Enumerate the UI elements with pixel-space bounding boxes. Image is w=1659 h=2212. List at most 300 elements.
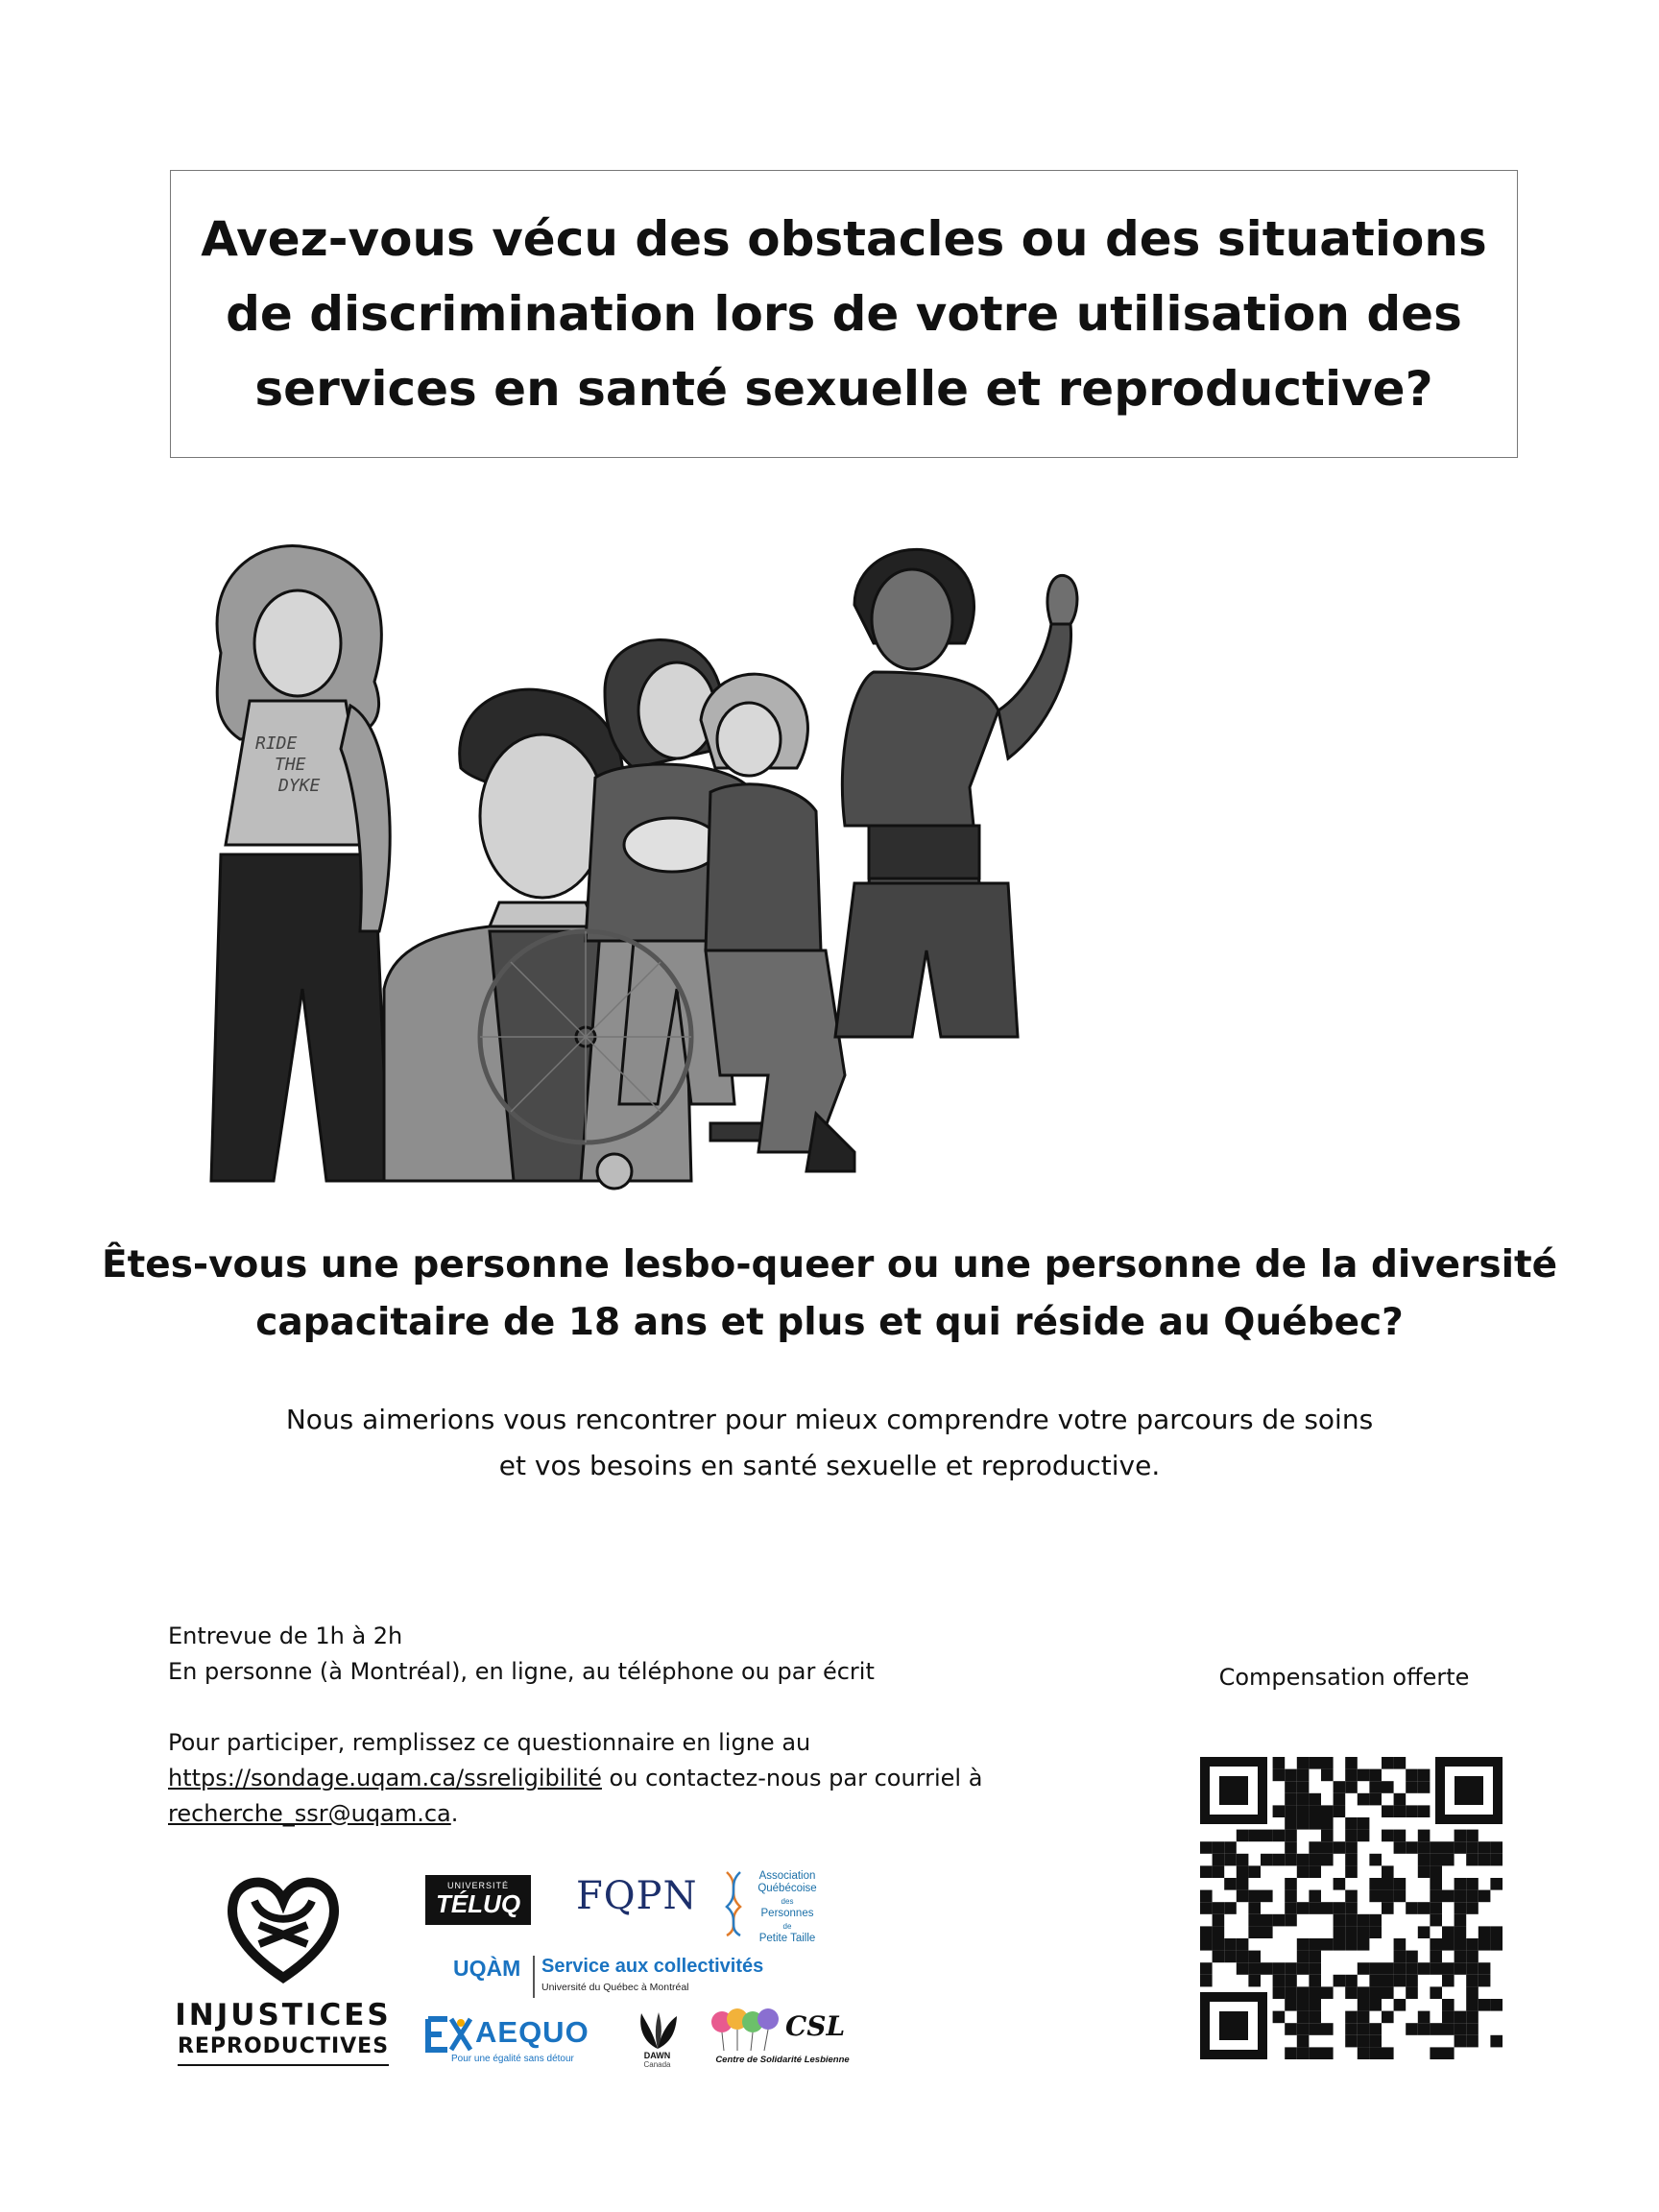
- qr-module: [1285, 2023, 1297, 2035]
- qr-module: [1490, 1938, 1503, 1951]
- qr-module: [1297, 1951, 1310, 1963]
- qr-module: [1248, 1914, 1261, 1927]
- aqppt-text: [744, 1870, 830, 1945]
- qr-module: [1345, 1926, 1358, 1938]
- qr-module: [1442, 2011, 1455, 2024]
- qr-module: [1466, 1986, 1479, 1999]
- qr-module: [1297, 1854, 1310, 1866]
- qr-module: [1479, 1890, 1491, 1903]
- qr-module: [1369, 1975, 1382, 1987]
- qr-module: [1394, 1999, 1407, 2011]
- qr-module: [1309, 2047, 1321, 2059]
- qr-module: [1382, 1865, 1394, 1878]
- qr-module: [1345, 1890, 1358, 1903]
- qr-module: [1479, 1854, 1491, 1866]
- qr-module: [1345, 1865, 1358, 1878]
- qr-module: [1285, 1805, 1297, 1817]
- qr-module: [1309, 1817, 1321, 1830]
- qr-module: [1455, 1878, 1467, 1890]
- qr-module: [1273, 2011, 1286, 2024]
- qr-module: [1418, 1962, 1431, 1975]
- qr-module: [1200, 1926, 1213, 1938]
- qr-module: [1213, 1951, 1225, 1963]
- qr-module: [1466, 1951, 1479, 1963]
- equo-logo: [422, 2013, 605, 2071]
- qr-module: [1321, 1805, 1334, 1817]
- qr-module: [1345, 1902, 1358, 1914]
- qr-module: [1297, 2011, 1310, 2024]
- qr-module: [1321, 1854, 1334, 1866]
- qr-module: [1382, 1962, 1394, 1975]
- qr-module: [1430, 1890, 1442, 1903]
- qr-module: [1430, 1938, 1442, 1951]
- equo-tagline: Pour une égalité sans détour: [451, 2054, 574, 2064]
- qr-module: [1369, 1854, 1382, 1866]
- qr-finder-top-left: [1200, 1757, 1267, 1824]
- qr-module: [1382, 1757, 1394, 1769]
- qr-module: [1334, 1902, 1346, 1914]
- qr-module: [1369, 2047, 1382, 2059]
- qr-module: [1406, 1951, 1418, 1963]
- qr-module: [1345, 2023, 1358, 2035]
- qr-module: [1466, 1975, 1479, 1987]
- qr-module: [1200, 1890, 1213, 1903]
- qr-module: [1369, 1999, 1382, 2011]
- qr-module: [1248, 1975, 1261, 1987]
- qr-module: [1261, 1962, 1273, 1975]
- qr-module: [1455, 1926, 1467, 1938]
- qr-module: [1345, 1975, 1358, 1987]
- qr-module: [1358, 1914, 1370, 1927]
- qr-module: [1213, 1938, 1225, 1951]
- qr-module: [1442, 1962, 1455, 1975]
- qr-module: [1297, 1769, 1310, 1782]
- qr-module: [1455, 1962, 1467, 1975]
- qr-module: [1334, 1878, 1346, 1890]
- qr-module: [1479, 1938, 1491, 1951]
- aqppt-line: Petite Taille: [758, 1933, 816, 1944]
- qr-module: [1382, 1890, 1394, 1903]
- injustices-word: INJUSTICES: [175, 1998, 392, 2032]
- qr-module: [1369, 1878, 1382, 1890]
- qr-module: [1369, 1890, 1382, 1903]
- qr-module: [1297, 1938, 1310, 1951]
- qr-module: [1455, 2035, 1467, 2048]
- reproductives-word: REPRODUCTIVES: [178, 2034, 389, 2066]
- qr-module: [1224, 1854, 1237, 1866]
- qr-module: [1406, 1975, 1418, 1987]
- qr-module: [1297, 1865, 1310, 1878]
- qr-module: [1418, 2023, 1431, 2035]
- qr-module: [1273, 1830, 1286, 1842]
- qr-module: [1442, 1854, 1455, 1866]
- qr-module: [1466, 1878, 1479, 1890]
- email-line: [168, 1796, 1176, 1832]
- qr-module: [1358, 1769, 1370, 1782]
- qr-module: [1418, 1769, 1431, 1782]
- qr-module: [1285, 1986, 1297, 1999]
- qr-module: [1213, 1926, 1225, 1938]
- qr-module: [1213, 1854, 1225, 1866]
- qr-module: [1382, 1830, 1394, 1842]
- teluq-universite: UNIVERSITÉ: [446, 1881, 509, 1890]
- qr-module: [1490, 2035, 1503, 2048]
- shirt-text-1: RIDE: [255, 733, 298, 754]
- qr-module: [1321, 2023, 1334, 2035]
- qr-module: [1213, 1841, 1225, 1854]
- uqam-service: Service aux collectivités: [541, 1956, 764, 1977]
- qr-module: [1273, 1854, 1286, 1866]
- qr-module: [1309, 2023, 1321, 2035]
- qr-module: [1273, 1975, 1286, 1987]
- csl-abbr: CSL: [785, 2010, 846, 2042]
- qr-module: [1466, 1854, 1479, 1866]
- qr-module: [1309, 1975, 1321, 1987]
- uqam-separator: [533, 1956, 535, 1998]
- qr-module: [1466, 2035, 1479, 2048]
- qr-module: [1418, 1902, 1431, 1914]
- qr-module: [1297, 2023, 1310, 2035]
- qr-module: [1297, 2035, 1310, 2048]
- qr-module: [1297, 1986, 1310, 1999]
- qr-module: [1273, 1914, 1286, 1927]
- qr-module: [1309, 1962, 1321, 1975]
- qr-module: [1248, 1962, 1261, 1975]
- qr-module: [1442, 1975, 1455, 1987]
- qr-module: [1285, 1854, 1297, 1866]
- qr-module: [1237, 1951, 1249, 1963]
- equo-word: AEQUO: [475, 2015, 589, 2049]
- qr-module: [1430, 1986, 1442, 1999]
- qr-module: [1358, 1986, 1370, 1999]
- qr-module: [1345, 1830, 1358, 1842]
- qr-module: [1345, 1914, 1358, 1927]
- qr-module: [1309, 1793, 1321, 1806]
- qr-module: [1200, 1962, 1213, 1975]
- qr-module: [1490, 1841, 1503, 1854]
- qr-module: [1466, 1830, 1479, 1842]
- qr-module: [1442, 1999, 1455, 2011]
- qr-module: [1297, 1962, 1310, 1975]
- dna-helix-icon: [723, 1870, 744, 1937]
- qr-module: [1200, 1975, 1213, 1987]
- qr-module: [1455, 2023, 1467, 2035]
- qr-module: [1406, 1769, 1418, 1782]
- qr-module: [1479, 1975, 1491, 1987]
- qr-module: [1297, 1902, 1310, 1914]
- qr-module: [1490, 1926, 1503, 1938]
- qr-module: [1261, 1830, 1273, 1842]
- qr-module: [1358, 2023, 1370, 2035]
- survey-line: [168, 1761, 1176, 1796]
- qr-module: [1358, 1793, 1370, 1806]
- qr-module: [1430, 2047, 1442, 2059]
- qr-module: [1394, 1962, 1407, 1975]
- qr-module: [1430, 1902, 1442, 1914]
- heart-knot-icon: [221, 1872, 346, 1987]
- qr-module: [1297, 1999, 1310, 2011]
- qr-module: [1309, 1890, 1321, 1903]
- qr-module: [1285, 2047, 1297, 2059]
- qr-module: [1442, 1938, 1455, 1951]
- qr-module: [1285, 1781, 1297, 1793]
- qr-module: [1455, 1902, 1467, 1914]
- qr-finder-bottom-left: [1200, 1992, 1267, 2059]
- qr-module: [1200, 1902, 1213, 1914]
- qr-module: [1406, 1902, 1418, 1914]
- participate-text: Pour participer, remplissez ce questionnaire en ligne au: [168, 1729, 811, 1756]
- injustices-reproductives-logo: [168, 1872, 398, 2074]
- qr-module: [1369, 1793, 1382, 1806]
- qr-module: [1248, 1890, 1261, 1903]
- qr-module: [1369, 2035, 1382, 2048]
- qr-module: [1309, 1841, 1321, 1854]
- qr-module: [1285, 1890, 1297, 1903]
- qr-module: [1285, 1902, 1297, 1914]
- aqppt-line: de: [782, 1922, 792, 1931]
- qr-module: [1442, 1890, 1455, 1903]
- qr-module: [1442, 2047, 1455, 2059]
- qr-module: [1418, 1830, 1431, 1842]
- qr-module: [1442, 1926, 1455, 1938]
- eligibility-question: Êtes-vous une personne lesbo-queer ou une personne de la diversité capacitaire de 18 ans et plus et qui réside au Québec?: [101, 1243, 1558, 1344]
- qr-module: [1369, 2023, 1382, 2035]
- qr-module: [1455, 2011, 1467, 2024]
- intro-line-1: Nous aimerions vous rencontrer pour mieux comprendre votre parcours de soins: [285, 1404, 1374, 1435]
- qr-module: [1248, 1951, 1261, 1963]
- qr-module: [1406, 1841, 1418, 1854]
- uqam-logo: [453, 1956, 799, 2004]
- qr-module: [1358, 1938, 1370, 1951]
- qr-module: [1479, 1926, 1491, 1938]
- illustration-people: [182, 538, 1488, 1210]
- qr-module: [1273, 1962, 1286, 1975]
- qr-module: [1430, 1854, 1442, 1866]
- email-suffix: .: [450, 1800, 459, 1827]
- qr-module: [1285, 1769, 1297, 1782]
- qr-module: [1430, 1878, 1442, 1890]
- qr-module: [1285, 1878, 1297, 1890]
- qr-module: [1321, 1817, 1334, 1830]
- qr-module: [1382, 2011, 1394, 2024]
- qr-module: [1248, 1902, 1261, 1914]
- qr-module: [1285, 1962, 1297, 1975]
- qr-module: [1237, 1938, 1249, 1951]
- email-link[interactable]: recherche_ssr@uqam.ca: [168, 1800, 451, 1827]
- qr-module: [1382, 1805, 1394, 1817]
- qr-module: [1394, 1878, 1407, 1890]
- qr-module: [1334, 1793, 1346, 1806]
- qr-module: [1237, 1854, 1249, 1866]
- qr-module: [1455, 1951, 1467, 1963]
- qr-module: [1455, 1841, 1467, 1854]
- qr-module: [1358, 1962, 1370, 1975]
- qr-module: [1466, 1938, 1479, 1951]
- uqam-university: Université du Québec à Montréal: [541, 1982, 689, 1993]
- qr-module: [1430, 1914, 1442, 1927]
- qr-module: [1345, 1817, 1358, 1830]
- uqam-brand: UQÀM: [453, 1956, 521, 1981]
- qr-module: [1309, 1951, 1321, 1963]
- qr-module: [1285, 1817, 1297, 1830]
- qr-code[interactable]: [1200, 1757, 1503, 2059]
- qr-module: [1345, 1757, 1358, 1769]
- dawn-flower-icon: [634, 2008, 682, 2051]
- qr-module: [1273, 1757, 1286, 1769]
- teluq-logo: [425, 1875, 531, 1925]
- qr-module: [1273, 1805, 1286, 1817]
- qr-module: [1297, 1817, 1310, 1830]
- qr-module: [1466, 2011, 1479, 2024]
- qr-module: [1345, 1854, 1358, 1866]
- qr-module: [1273, 1986, 1286, 1999]
- person-waving: [835, 549, 1077, 1037]
- qr-module: [1309, 1938, 1321, 1951]
- person-curly-hair: [211, 545, 390, 1181]
- qr-module: [1321, 1841, 1334, 1854]
- qr-module: [1345, 2011, 1358, 2024]
- qr-module: [1273, 1769, 1286, 1782]
- qr-module: [1200, 1865, 1213, 1878]
- qr-module: [1430, 1841, 1442, 1854]
- qr-module: [1466, 2023, 1479, 2035]
- qr-module: [1200, 1841, 1213, 1854]
- qr-module: [1224, 1902, 1237, 1914]
- qr-module: [1334, 1805, 1346, 1817]
- qr-module: [1455, 1830, 1467, 1842]
- dawn-sub: Canada: [643, 2060, 671, 2069]
- qr-module: [1466, 1890, 1479, 1903]
- qr-module: [1237, 1830, 1249, 1842]
- qr-module: [1406, 1986, 1418, 1999]
- qr-module: [1224, 1951, 1237, 1963]
- survey-link[interactable]: https://sondage.uqam.ca/ssreligibilité: [168, 1765, 602, 1791]
- qr-module: [1382, 1975, 1394, 1987]
- qr-module: [1248, 1926, 1261, 1938]
- qr-module: [1321, 1830, 1334, 1842]
- qr-module: [1358, 2047, 1370, 2059]
- qr-module: [1345, 1781, 1358, 1793]
- qr-module: [1490, 1878, 1503, 1890]
- qr-module: [1285, 1975, 1297, 1987]
- qr-module: [1430, 2023, 1442, 2035]
- qr-module: [1358, 1926, 1370, 1938]
- qr-module: [1418, 1854, 1431, 1866]
- qr-module: [1334, 1938, 1346, 1951]
- qr-module: [1345, 1986, 1358, 1999]
- qr-module: [1382, 2047, 1394, 2059]
- qr-module: [1406, 1962, 1418, 1975]
- qr-module: [1430, 1962, 1442, 1975]
- qr-module: [1261, 1890, 1273, 1903]
- headline: Avez-vous vécu des obstacles ou des situations de discrimination lors de votre utilisation des services en santé sexuelle et reproductive?: [201, 211, 1487, 417]
- qr-module: [1455, 1890, 1467, 1903]
- qr-module: [1261, 1914, 1273, 1927]
- qr-module: [1369, 1914, 1382, 1927]
- qr-module: [1394, 1830, 1407, 1842]
- study-details: [168, 1619, 1176, 1832]
- qr-module: [1345, 1769, 1358, 1782]
- spacer: [168, 1690, 1176, 1725]
- shirt-text-2: THE: [275, 755, 306, 775]
- qr-module: [1394, 1890, 1407, 1903]
- csl-logo: [710, 2007, 854, 2074]
- qr-module: [1358, 2035, 1370, 2048]
- qr-module: [1490, 1999, 1503, 2011]
- qr-module: [1297, 1793, 1310, 1806]
- aqppt-line: Québécoise: [757, 1883, 817, 1894]
- qr-module: [1297, 1805, 1310, 1817]
- qr-module: [1309, 1986, 1321, 1999]
- qr-module: [1297, 2047, 1310, 2059]
- csl-balloons-icon: [710, 2007, 785, 2055]
- qr-module: [1285, 1914, 1297, 1927]
- qr-module: [1394, 1793, 1407, 1806]
- qr-module: [1224, 1878, 1237, 1890]
- qr-module: [1406, 2023, 1418, 2035]
- qr-module: [1237, 1962, 1249, 1975]
- aqppt-line: des: [781, 1897, 794, 1906]
- qr-module: [1345, 2035, 1358, 2048]
- qr-module: [1479, 1841, 1491, 1854]
- csl-full: Centre de Solidarité Lesbienne: [715, 2055, 850, 2065]
- qr-module: [1224, 1841, 1237, 1854]
- qr-module: [1369, 1781, 1382, 1793]
- compensation-text: Compensation offerte: [1218, 1664, 1470, 1691]
- qr-module: [1237, 1890, 1249, 1903]
- qr-module: [1418, 1841, 1431, 1854]
- qr-module: [1394, 1841, 1407, 1854]
- qr-module: [1466, 1962, 1479, 1975]
- qr-module: [1321, 1938, 1334, 1951]
- qr-module: [1442, 1841, 1455, 1854]
- qr-module: [1406, 1781, 1418, 1793]
- qr-module: [1321, 2047, 1334, 2059]
- qr-module: [1369, 1926, 1382, 1938]
- qr-module: [1309, 1757, 1321, 1769]
- equo-mark-icon: [422, 2013, 475, 2054]
- qr-module: [1394, 1805, 1407, 1817]
- aqppt-logo: [723, 1870, 829, 1944]
- qr-module: [1334, 1926, 1346, 1938]
- qr-module: [1297, 1757, 1310, 1769]
- headline-box: [170, 170, 1518, 458]
- qr-module: [1466, 1841, 1479, 1854]
- qr-module: [1237, 1865, 1249, 1878]
- qr-module: [1213, 1865, 1225, 1878]
- modes-text: En personne (à Montréal), en ligne, au téléphone ou par écrit: [168, 1658, 875, 1685]
- qr-module: [1285, 1830, 1297, 1842]
- qr-module: [1285, 1999, 1297, 2011]
- contact-text: ou contactez-nous par courriel à: [601, 1765, 983, 1791]
- qr-module: [1285, 1793, 1297, 1806]
- qr-module: [1213, 1914, 1225, 1927]
- qr-module: [1309, 1999, 1321, 2011]
- dawn-logo: [626, 2008, 688, 2076]
- qr-module: [1309, 1805, 1321, 1817]
- qr-module: [1358, 2011, 1370, 2024]
- shirt-text-3: DYKE: [278, 776, 321, 796]
- qr-module: [1334, 1914, 1346, 1927]
- qr-module: [1479, 1962, 1491, 1975]
- qr-module: [1418, 1805, 1431, 1817]
- qr-module: [1248, 1865, 1261, 1878]
- dawn-name: DAWN: [643, 2051, 671, 2060]
- qr-module: [1309, 1865, 1321, 1878]
- aqppt-line: Association: [758, 1870, 816, 1882]
- qr-module: [1334, 1975, 1346, 1987]
- qr-module: [1418, 1926, 1431, 1938]
